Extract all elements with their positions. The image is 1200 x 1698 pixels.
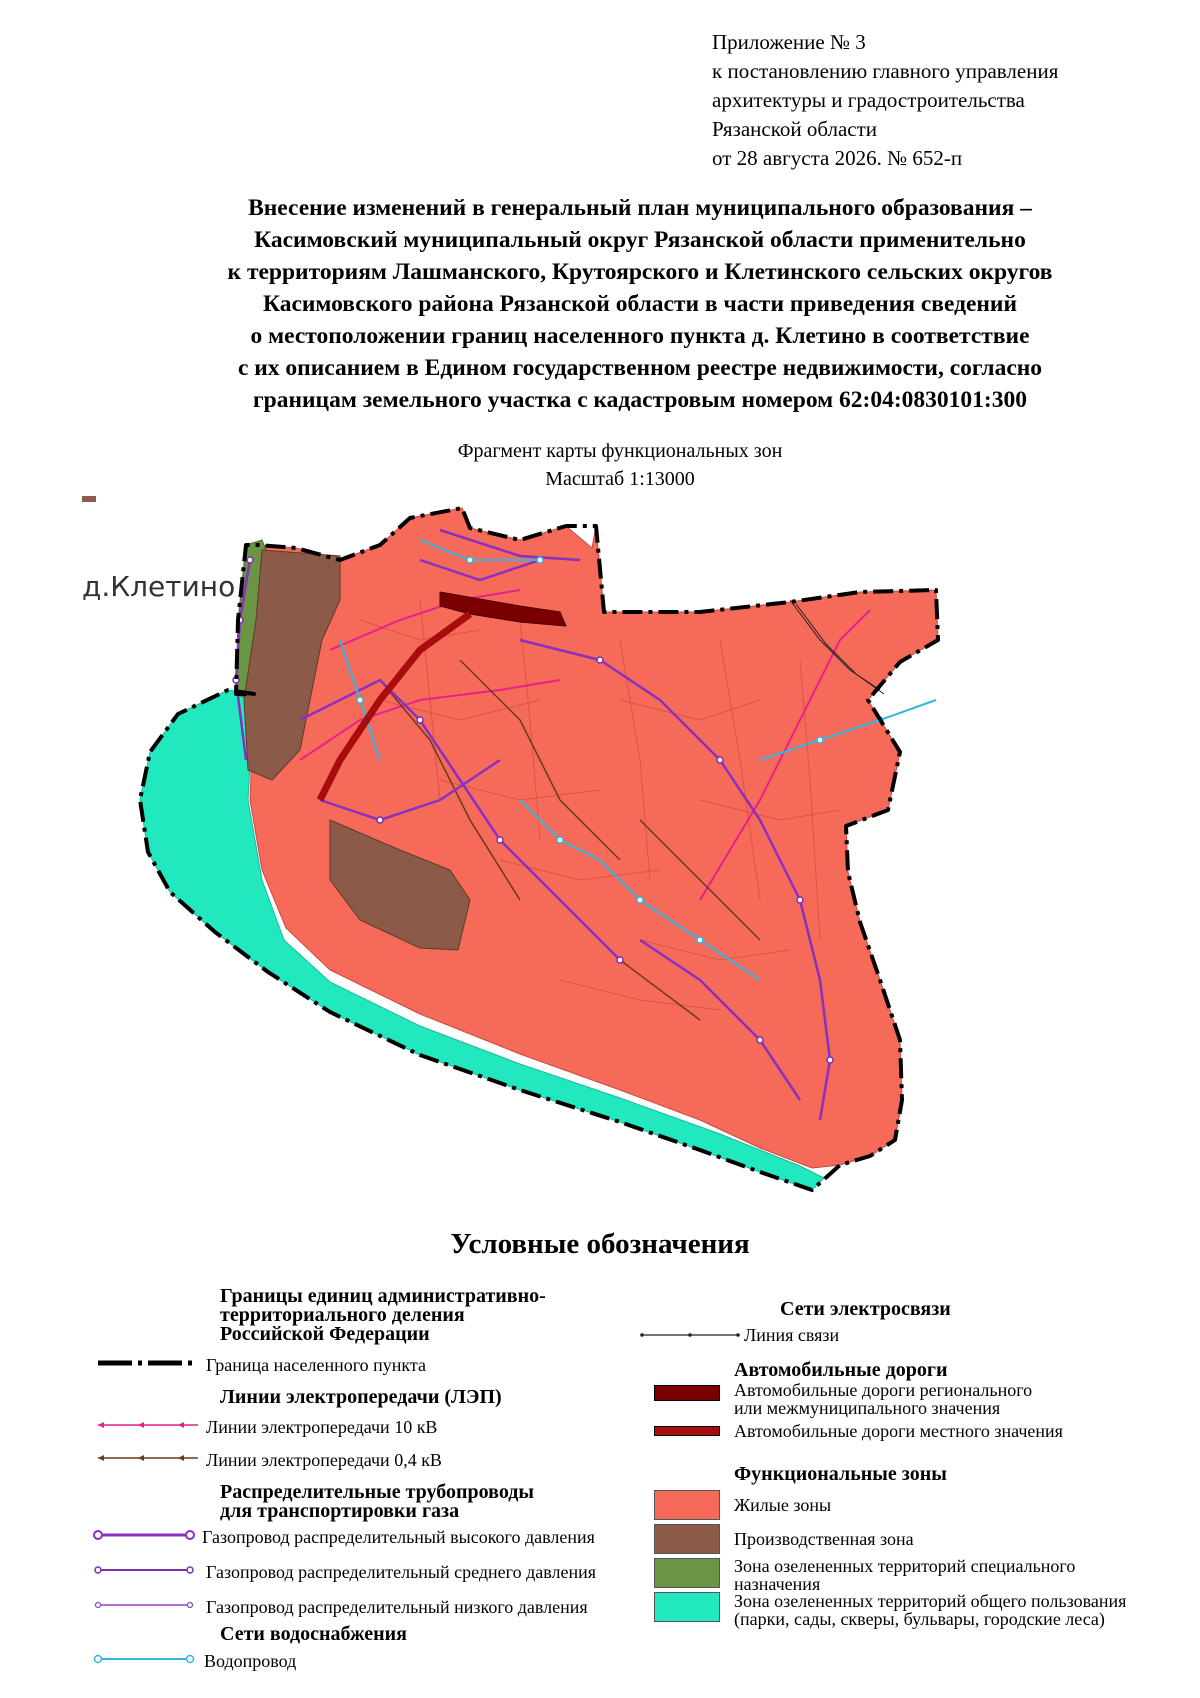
green-special-legend-swatch bbox=[654, 1558, 720, 1588]
legend-heading-line: Границы единиц административно- bbox=[220, 1285, 546, 1307]
telecom-legend-symbol bbox=[640, 1329, 740, 1341]
legend-power-heading: Линии электропередачи (ЛЭП) bbox=[220, 1386, 502, 1408]
appendix-block bbox=[712, 28, 1058, 173]
legend-gas-low-label: Газопровод распределительный низкого давления bbox=[206, 1597, 588, 1617]
legend-gas-heading bbox=[220, 1483, 534, 1521]
legend-admin-heading bbox=[220, 1287, 546, 1344]
legend-gas-high-label: Газопровод распределительный высокого давления bbox=[202, 1527, 595, 1547]
legend-telecom-label: Линия связи bbox=[744, 1325, 840, 1345]
legend-residential-label: Жилые зоны bbox=[734, 1495, 832, 1515]
legend-text-line: или межмуниципального значения bbox=[734, 1398, 1001, 1418]
legend-text-line: Автомобильные дороги регионального bbox=[734, 1380, 1033, 1400]
legend-water-heading: Сети водоснабжения bbox=[220, 1623, 408, 1645]
legend-green-special-label bbox=[734, 1557, 1075, 1593]
water-legend-symbol bbox=[92, 1652, 196, 1666]
power-10kv-legend-symbol bbox=[96, 1418, 200, 1432]
legend-heading-line: территориального деления bbox=[220, 1304, 465, 1326]
boundary-legend-symbol bbox=[96, 1356, 200, 1370]
legend-text-line: Зона озелененных территорий общего пользования bbox=[734, 1591, 1127, 1611]
legend-title: Условные обозначения bbox=[450, 1228, 750, 1260]
map-mark bbox=[82, 496, 96, 502]
title-line: Касимовский муниципальный округ Рязанской области применительно bbox=[254, 227, 1026, 253]
legend-road-regional-label bbox=[734, 1381, 1032, 1417]
green-public-legend-swatch bbox=[654, 1592, 720, 1622]
legend-text-line: Зона озелененных территорий специального bbox=[734, 1556, 1076, 1576]
legend-green-public-label bbox=[734, 1592, 1126, 1628]
appendix-line: архитектуры и градостроительства bbox=[712, 88, 1025, 112]
legend-power-04kv-label: Линии электропередачи 0,4 кВ bbox=[206, 1450, 442, 1470]
residential-legend-swatch bbox=[654, 1490, 720, 1520]
title-line: Касимовского района Рязанской области в части приведения сведений bbox=[262, 291, 1018, 317]
appendix-line: Приложение № 3 bbox=[712, 30, 866, 54]
document-title bbox=[100, 192, 1180, 416]
settlement-label: д.Клетино bbox=[82, 570, 236, 603]
title-line: с их описанием в Едином государственном реестре недвижимости, согласно bbox=[237, 355, 1043, 381]
power-04kv-legend-symbol bbox=[96, 1451, 200, 1465]
legend-industrial-label: Производственная зона bbox=[734, 1529, 914, 1549]
legend-boundary-label: Граница населенного пункта bbox=[206, 1355, 426, 1375]
appendix-line: к постановлению главного управления bbox=[712, 59, 1059, 83]
road-local-legend-swatch bbox=[654, 1426, 720, 1436]
gas-high-legend-symbol bbox=[92, 1528, 196, 1542]
legend-zones-heading: Функциональные зоны bbox=[734, 1463, 947, 1485]
title-line: о местоположении границ населенного пункта д. Клетино в соответствие bbox=[250, 323, 1030, 349]
appendix-line: Рязанской области bbox=[712, 117, 878, 141]
legend-text-line: назначения bbox=[734, 1574, 821, 1594]
map-scale: Масштаб 1:13000 bbox=[545, 468, 695, 490]
gas-low-legend-symbol bbox=[92, 1598, 196, 1612]
legend-telecom-heading: Сети электросвязи bbox=[780, 1298, 951, 1320]
title-line: границам земельного участка с кадастровым номером 62:04:0830101:300 bbox=[252, 387, 1027, 413]
title-line: Внесение изменений в генеральный план муниципального образования – bbox=[248, 195, 1032, 221]
legend-roads-heading: Автомобильные дороги bbox=[734, 1359, 948, 1381]
legend-heading-line: Российской Федерации bbox=[220, 1323, 430, 1345]
map-caption-block bbox=[300, 437, 940, 493]
legend-text-line: (парки, сады, скверы, бульвары, городские леса) bbox=[734, 1609, 1105, 1629]
title-line: к территориям Лашманского, Крутоярского и Клетинского сельских округов bbox=[227, 259, 1053, 285]
map-caption: Фрагмент карты функциональных зон bbox=[457, 440, 783, 462]
legend-road-local-label: Автомобильные дороги местного значения bbox=[734, 1421, 1063, 1441]
gas-mid-legend-symbol bbox=[92, 1563, 196, 1577]
legend-heading-line: для транспортировки газа bbox=[220, 1500, 460, 1522]
legend-water-label: Водопровод bbox=[204, 1651, 297, 1671]
legend-gas-mid-label: Газопровод распределительный среднего давления bbox=[206, 1562, 597, 1582]
appendix-line: от 28 августа 2026. № 652-п bbox=[712, 146, 963, 170]
industrial-legend-swatch bbox=[654, 1524, 720, 1554]
legend-heading-line: Распределительные трубопроводы bbox=[220, 1481, 534, 1503]
legend-power-10kv-label: Линии электропередачи 10 кВ bbox=[206, 1417, 438, 1437]
road-regional-legend-swatch bbox=[654, 1385, 720, 1401]
